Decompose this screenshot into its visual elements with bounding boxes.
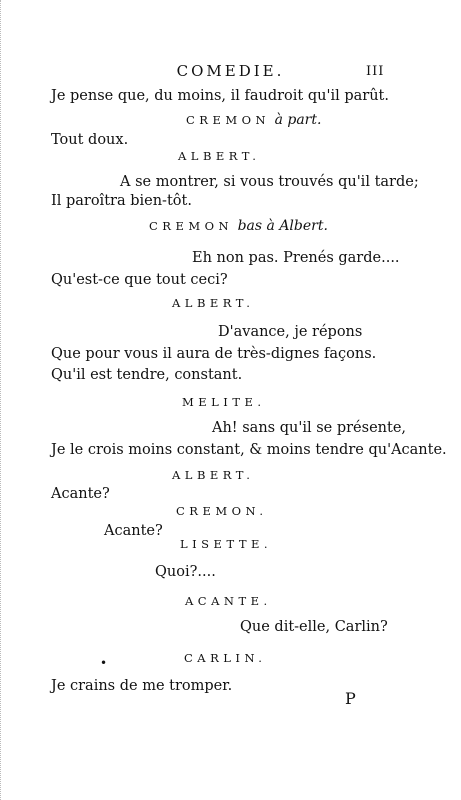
speaker-name: [180, 536, 272, 552]
speaker-label: LISETTE.: [180, 537, 273, 551]
running-head: COMEDIE.: [176, 62, 285, 80]
verse-line: D'avance, je répons: [218, 324, 363, 340]
verse-line: Tout doux.: [51, 132, 129, 148]
stage-direction: bas à Albert.: [233, 218, 328, 234]
verse-line: Je pense que, du moins, il faudroit qu'il parût.: [51, 88, 389, 104]
speaker-name: [184, 650, 266, 666]
verse-line: Qu'il est tendre, constant.: [51, 367, 243, 383]
speaker-label: CREMON: [186, 113, 271, 127]
signature-mark: P: [345, 689, 356, 708]
verse-line: Que dit-elle, Carlin?: [240, 619, 388, 635]
verse-line: Quoi?....: [155, 564, 216, 580]
verse-line: Je le crois moins constant, & moins tendre qu'Acante.: [51, 442, 447, 458]
speaker-name: [149, 218, 328, 234]
page-edge: [0, 0, 11, 800]
printer-mark: •: [100, 656, 108, 670]
speaker-label: ALBERT.: [172, 296, 255, 310]
verse-line: Eh non pas. Prenés garde....: [192, 250, 400, 266]
page-number: III: [366, 64, 385, 79]
speaker-name: [182, 394, 266, 410]
verse-line: Acante?: [51, 486, 110, 502]
speaker-name: [172, 295, 254, 311]
speaker-label: CREMON.: [176, 504, 268, 518]
verse-line: Ah! sans qu'il se présente,: [212, 420, 407, 436]
speaker-label: CREMON: [149, 219, 234, 233]
verse-line: Je crains de me tromper.: [51, 678, 233, 694]
speaker-name: [186, 112, 321, 128]
speaker-label: MELITE.: [182, 395, 266, 409]
speaker-label: ALBERT.: [178, 149, 261, 163]
verse-line: Acante?: [104, 523, 163, 539]
speaker-name: [172, 467, 254, 483]
speaker-label: ALBERT.: [172, 468, 255, 482]
speaker-name: [178, 148, 260, 164]
stage-direction: à part.: [270, 112, 322, 128]
speaker-label: ACANTE.: [185, 594, 272, 608]
verse-line: Il paroîtra bien-tôt.: [51, 193, 192, 209]
speaker-name: [185, 593, 272, 609]
verse-line: A se montrer, si vous trouvés qu'il tarde;: [120, 174, 419, 190]
speaker-label: CARLIN.: [184, 651, 267, 665]
verse-line: Qu'est-ce que tout ceci?: [51, 272, 228, 288]
speaker-name: [176, 503, 268, 519]
verse-line: Que pour vous il aura de très-dignes façons.: [51, 346, 377, 362]
